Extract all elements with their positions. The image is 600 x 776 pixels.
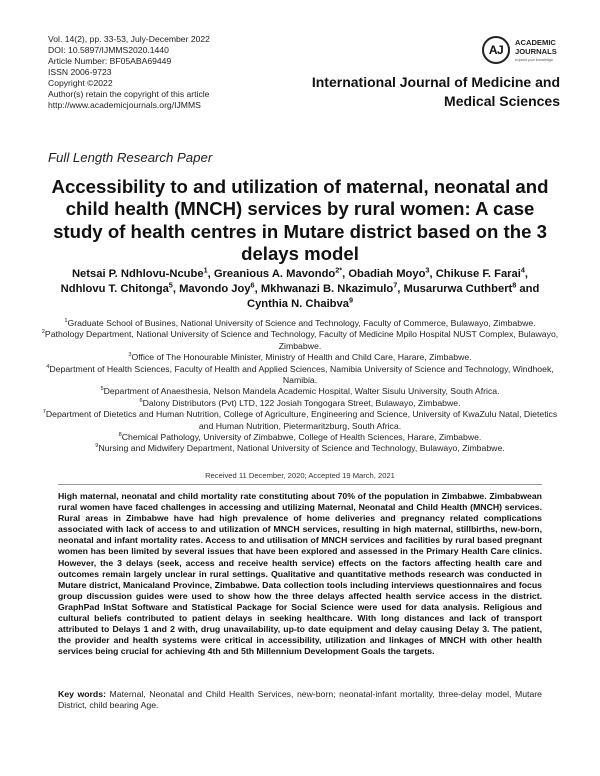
affiliation-text: Chemical Pathology, University of Zimbabwe, College of Health Sciences, Harare, Zimbabwe. [121,432,482,443]
affiliation-item [40,386,560,397]
meta-rights: Author(s) retain the copyright of this article [48,89,210,99]
author-separator: and [516,283,540,295]
author-separator: , [342,268,349,280]
affiliation-number: 9 [95,443,99,450]
affiliation-number: 3 [128,352,132,359]
author [60,280,180,295]
aj-logo-icon: AJ [482,36,510,64]
affiliation-number: 6 [139,397,143,404]
keywords-label: Key words: [58,689,106,699]
author-name: Ndhlovu T. Chitonga [60,283,169,295]
author [71,265,214,280]
author-name: Chikuse F. Farai [435,268,521,280]
keywords [58,689,542,711]
author-name: Musarurwa Cuthbert [403,283,513,295]
affiliation-item [40,443,560,454]
author-separator: , [524,268,529,280]
affiliation-item [40,398,560,409]
author-affiliation-mark: 9 [348,295,353,305]
author-name: Netsai P. Ndhlovu-Ncube [71,268,204,280]
academic-journals-logo [482,35,592,75]
journal-name: International Journal of Medicine and Medical Sciences [311,74,560,109]
meta-doi: DOI: 10.5897/IJMMS2020.1440 [48,45,169,55]
meta-issn: ISSN 2006-9723 [48,67,112,77]
author-name: Greanious A. Mavondo [213,268,336,280]
received-accepted-dates: Received 11 December, 2020; Accepted 19 March, 2021 [205,471,395,480]
author [260,280,404,295]
affiliation-item [40,364,560,387]
author-separator: , [254,283,261,295]
affiliation-number: 7 [42,409,46,416]
author [348,265,436,280]
abstract: High maternal, neonatal and child mortality rate constituting about 70% of the population in Zimbabwe. Zimbabwean rural women have faced challenges in accessing and utilizing Maternal, Neonatal and Child Health (MNCH) services. Rural areas in Zimbabwe have had high prevalence of home deliveries and pregnancy related complications associated with lack of access to and utilization of MNCH services, resulting in high maternal, stillbirths, new-born, neonatal and infant mortality rates. Access to and utilisation of MNCH services and facilities by rural based pregnant women has been limited by several issues that have been explored and assessed in the Primary Health Care clinics. However, the 3 delays (seek, access and receive health service) effects on the factors affecting health care and outcomes remain largely unclear in rural settings. Qualitative and quantitative methods research was conducted in Mutare district, Manicaland Province, Zimbabwe. Data collection tools including interviews questionnaires and focus group discussion guides were used to show how the three delays affected health service access in the district. GraphPad InStat Software and Statistical Package for Social Science were used for data analysis. Religious and cultural beliefs contributed to patient delays in seeking healthcare. With long distances and lack of transport attributed to Delays 1 and 2 with, drug unavailability, up-to date equipment and delay causing Delay 3. The patient, the provider and health systems were critical in accessibility, utilization and linkages of MNCH with other health services being crucial for achieving 4th and 5th Millennium Development Goals the targets. [58,491,542,657]
affiliation-list [40,318,560,455]
author-affiliation-mark: 2* [335,265,343,275]
meta-volume: Vol. 14(2), pp. 33-53, July-December 2022 [48,34,210,44]
meta-article-number: Article Number: BF05ABA69449 [48,56,172,66]
author-separator: , [429,268,436,280]
affiliation-text: Office of The Honourable Minister, Ministry of Health and Child Care, Harare, Zimbabwe. [131,352,472,363]
author-affiliation-mark: 8 [512,280,517,290]
author-affiliation-mark: 3 [425,265,430,275]
affiliation-text: Graduate School of Busines, National University of Science and Technology, Faculty of Commerce, Bulawayo, Zimbabwe. [67,318,536,328]
affiliation-item [40,352,560,363]
author-affiliation-mark: 7 [393,280,398,290]
keywords-text: Maternal, Neonatal and Child Health Services, new-born; neonatal-infant mortality, three-delay model, Mutare District, child bearing Age. [58,689,542,711]
affiliation-text: Department of Dietetics and Human Nutrition, College of Agriculture, Engineering and Science, University of KwaZulu Natal, Dietetics and Human Nutrition, Pietermaritzburg, South Africa. [45,409,558,431]
author [403,280,540,295]
author-list [50,267,550,312]
affiliation-text: Dalony Distributors (Pvt) LTD, 122 Josiah Tongogara Street, Bulawayo, Zimbabwe. [142,397,461,408]
affiliation-number: 8 [118,432,122,439]
affiliation-number: 1 [64,318,68,325]
author [435,265,529,280]
author-name: Mavondo Joy [179,283,251,295]
logo-line-1: ACADEMIC [515,38,556,47]
author-separator: , [172,283,180,295]
affiliation-text: Pathology Department, National University of Science and Technology, Faculty of Medicine Mpilo Hospital NUST Complex, Bulawayo, Zimbabwe. [44,329,559,351]
author-separator: , [207,268,214,280]
author [179,280,261,295]
affiliation-number: 5 [100,386,104,393]
affiliation-text: Department of Health Sciences, Faculty of Health and Applied Sciences, Namibia University of Science and Technology, Windhoek, Namibia. [49,363,554,386]
author-name: Mkhwanazi B. Nkazimulo [260,283,394,295]
author-affiliation-mark: 1 [203,265,208,275]
logo-wordmark [515,39,557,56]
meta-url: http://www.academicjournals.org/IJMMS [48,100,201,110]
section-divider [58,484,542,485]
affiliation-item [40,318,560,329]
logo-tagline: expand your knowledge [515,58,553,62]
author-affiliation-mark: 5 [168,280,173,290]
affiliation-item [40,329,560,352]
author [247,295,353,310]
affiliation-text: Nursing and Midwifery Department, National University of Science and Technology, Bulawayo, Zimbabwe. [98,443,505,454]
author-name: Cynthia N. Chaibva [247,298,349,310]
affiliation-item [40,409,560,432]
author-affiliation-mark: 6 [250,280,255,290]
affiliation-number: 4 [46,363,50,370]
affiliation-number: 2 [41,329,45,336]
paper-title: Accessibility to and utilization of maternal, neonatal and child health (MNCH) services by rural women: A case study of health centres in Mutare district based on the 3 delays model [51,176,549,265]
paper-type: Full Length Research Paper [48,150,213,165]
logo-line-2: JOURNALS [515,46,557,56]
author [213,265,349,280]
publication-metadata [48,34,210,111]
affiliation-item [40,432,560,443]
author-name: Obadiah Moyo [348,268,426,280]
author-affiliation-mark: 4 [520,265,525,275]
author-separator: , [397,283,404,295]
meta-copyright: Copyright ©2022 [48,78,113,88]
affiliation-text: Department of Anaesthesia, Nelson Mandela Academic Hospital, Walter Sisulu University, South Africa. [103,386,500,397]
